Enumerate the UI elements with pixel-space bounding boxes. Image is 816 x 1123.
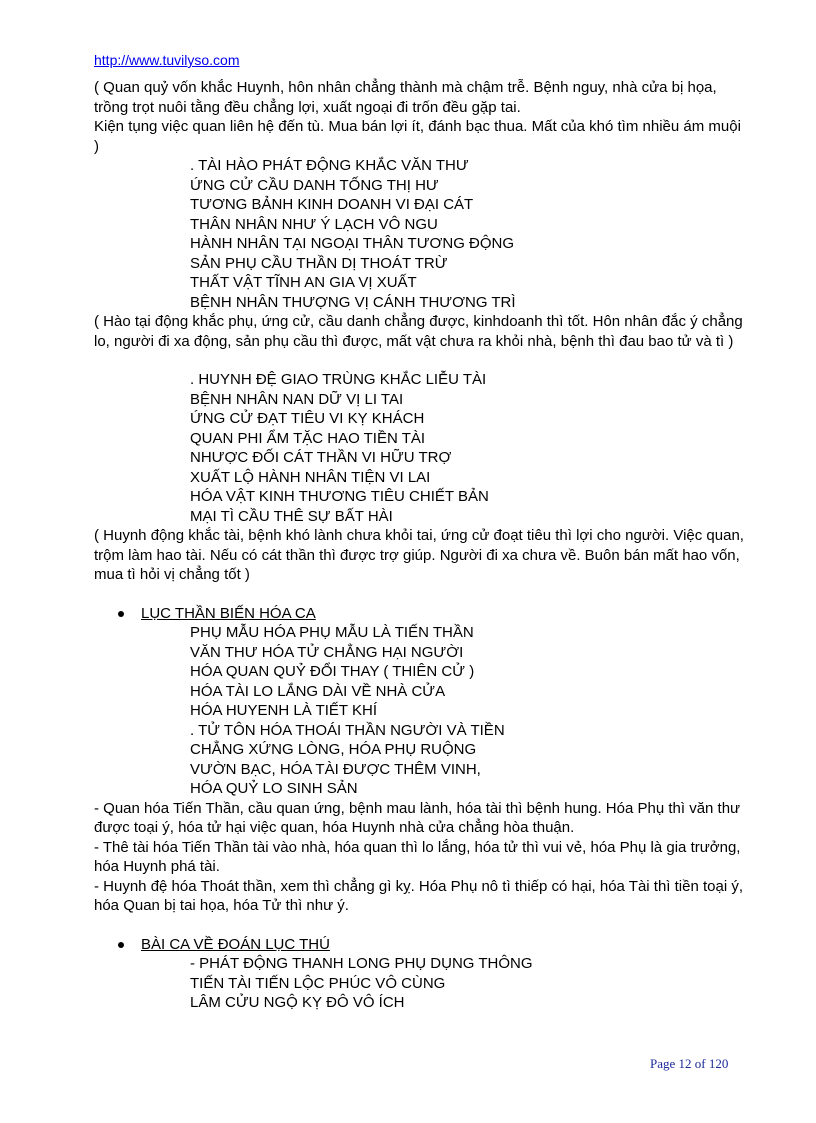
page-content bbox=[94, 78, 744, 1013]
verse-line: QUAN PHI ẨM TẶC HAO TIỀN TÀI bbox=[190, 429, 426, 447]
verse-line: THẤT VẬT TĨNH AN GIA VỊ XUẤT bbox=[190, 274, 417, 291]
note-paragraph: - Quan hóa Tiến Thần, cầu quan ứng, bệnh mau lành, hóa tài thì bệnh hung. Hóa Phụ thì văn thư được toại ý, hóa tử hại việc quan, hóa Huynh nhà cửa chẳng hòa thuận. bbox=[94, 799, 741, 836]
verse-tai-hao bbox=[94, 156, 744, 312]
note-paragraph: - Thê tài hóa Tiến Thần tài vào nhà, hóa quan thì lo lắng, hóa tử thì vui vẻ, hóa Phụ là gia trưởng, hóa Huynh phá tài. bbox=[94, 838, 741, 875]
verse-line: . TỬ TÔN HÓA THOÁI THẦN NGƯỜI VÀ TIỀN bbox=[190, 721, 505, 739]
spacer bbox=[94, 351, 744, 370]
verse-line: HÓA QUAN QUỶ ĐỔI THAY ( THIÊN CỬ ) bbox=[190, 663, 475, 680]
verse-line: LÂM CỬU NGỘ KỴ ĐÔ VÔ ÍCH bbox=[190, 994, 405, 1011]
paragraph-4: ( Huynh động khắc tài, bệnh khó lành chưa khỏi tai, ứng cử đoạt tiêu thì lợi cho người. Việc quan, trộm làm hao tài. Nếu có cát thần thì được trợ giúp. Người đi xa chưa về. Buôn bán mất hao vốn, mua tì hỏi vị chẳng tốt ) bbox=[94, 527, 744, 583]
verse-line: MẠI TÌ CẦU THÊ SỰ BẤT HÀI bbox=[190, 507, 393, 525]
verse-line: - PHÁT ĐỘNG THANH LONG PHỤ DỤNG THÔNG bbox=[190, 955, 533, 972]
verse-line: ỨNG CỬ CẦU DANH TỐNG THỊ HƯ bbox=[190, 176, 439, 194]
verse-luc-thu bbox=[94, 954, 744, 1013]
verse-line: ỨNG CỬ ĐẠT TIÊU VI KỴ KHÁCH bbox=[190, 410, 425, 427]
verse-line: HÓA QUỶ LO SINH SẢN bbox=[190, 780, 358, 797]
paragraph-2: Kiện tụng việc quan liên hệ đến tù. Mua bán lợi ít, đánh bạc thua. Mất của khó tìm nhiều ám muội ) bbox=[94, 118, 741, 155]
spacer bbox=[94, 585, 744, 604]
bullet-icon bbox=[118, 611, 124, 617]
paragraph-3: ( Hào tại động khắc phụ, ứng cử, cầu danh chẳng được, kinhdoanh thì tốt. Hôn nhân đắc ý chẳng lo, người đi xa động, sản phụ cầu thì được, mất vật chưa ra khỏi nhà, bệnh thì đau bao tử và tì ) bbox=[94, 313, 743, 350]
verse-line: NHƯỢC ĐỐI CÁT THẦN VI HỮU TRỢ bbox=[190, 449, 452, 466]
spacer bbox=[94, 916, 744, 935]
verse-line: HÀNH NHÂN TẠI NGOẠI THÂN TƯƠNG ĐỘNG bbox=[190, 235, 515, 252]
verse-line: TIẾN TÀI TIẾN LỘC PHÚC VÔ CÙNG bbox=[190, 974, 446, 992]
verse-line: SẢN PHỤ CẦU THẦN DỊ THOÁT TRỪ bbox=[190, 254, 448, 272]
verse-line: PHỤ MẪU HÓA PHỤ MẪU LÀ TIẾN THẦN bbox=[190, 624, 474, 641]
section-title: BÀI CA VỀ ĐOÁN LỤC THÚ bbox=[141, 935, 330, 953]
section-title: LỤC THẦN BIẾN HÓA CA bbox=[141, 604, 316, 622]
verse-line: HÓA TÀI LO LẮNG DÀI VỀ NHÀ CỬA bbox=[190, 682, 446, 700]
section-luc-than-heading bbox=[94, 604, 744, 624]
verse-line: TƯƠNG BẢNH KINH DOANH VI ĐẠI CÁT bbox=[190, 196, 474, 213]
verse-line: XUẤT LỘ HÀNH NHÂN TIỆN VI LAI bbox=[190, 468, 431, 486]
verse-line: HÓA VẬT KINH THƯƠNG TIÊU CHIẾT BẢN bbox=[190, 488, 489, 505]
verse-line: . HUYNH ĐỆ GIAO TRÙNG KHẮC LIỄU TÀI bbox=[190, 371, 487, 388]
section-luc-thu-heading bbox=[94, 935, 744, 955]
note-paragraph: - Huynh đệ hóa Thoát thần, xem thì chẳng gì kỵ. Hóa Phụ nô tì thiếp có hại, hóa Tài thì tiền toại ý, hóa Quan bị tai họa, hóa Tử thì như ý. bbox=[94, 877, 744, 914]
verse-line: VĂN THƯ HÓA TỬ CHẲNG HẠI NGƯỜI bbox=[190, 643, 464, 661]
verse-line: VƯỜN BẠC, HÓA TÀI ĐƯỢC THÊM VINH, bbox=[190, 760, 481, 778]
paragraph-1: ( Quan quỷ vốn khắc Huynh, hôn nhân chẳng thành mà chậm trễ. Bệnh nguy, nhà cửa bị họa, trồng trọt nuôi tằng đều chẳng lợi, xuất ngoại đi trốn đều gặp tai. bbox=[94, 79, 717, 116]
verse-huynh-de bbox=[94, 370, 744, 526]
verse-line: CHẲNG XỨNG LÒNG, HÓA PHỤ RUỘNG bbox=[190, 741, 477, 758]
verse-line: HÓA HUYENH LÀ TIẾT KHÍ bbox=[190, 702, 377, 719]
verse-line: THÂN NHÂN NHƯ Ý LẠCH VÔ NGU bbox=[190, 215, 438, 233]
page-number: Page 12 of 120 bbox=[650, 1056, 729, 1071]
verse-line: . TÀI HÀO PHÁT ĐỘNG KHẮC VĂN THƯ bbox=[190, 157, 469, 174]
verse-line: BỆNH NHÂN NAN DỮ VỊ LI TAI bbox=[190, 390, 404, 408]
verse-luc-than bbox=[94, 623, 744, 799]
bullet-icon bbox=[118, 942, 124, 948]
verse-line: BỆNH NHÂN THƯỢNG VỊ CÁNH THƯƠNG TRÌ bbox=[190, 293, 516, 311]
header-url-link[interactable]: http://www.tuvilyso.com bbox=[94, 52, 240, 68]
